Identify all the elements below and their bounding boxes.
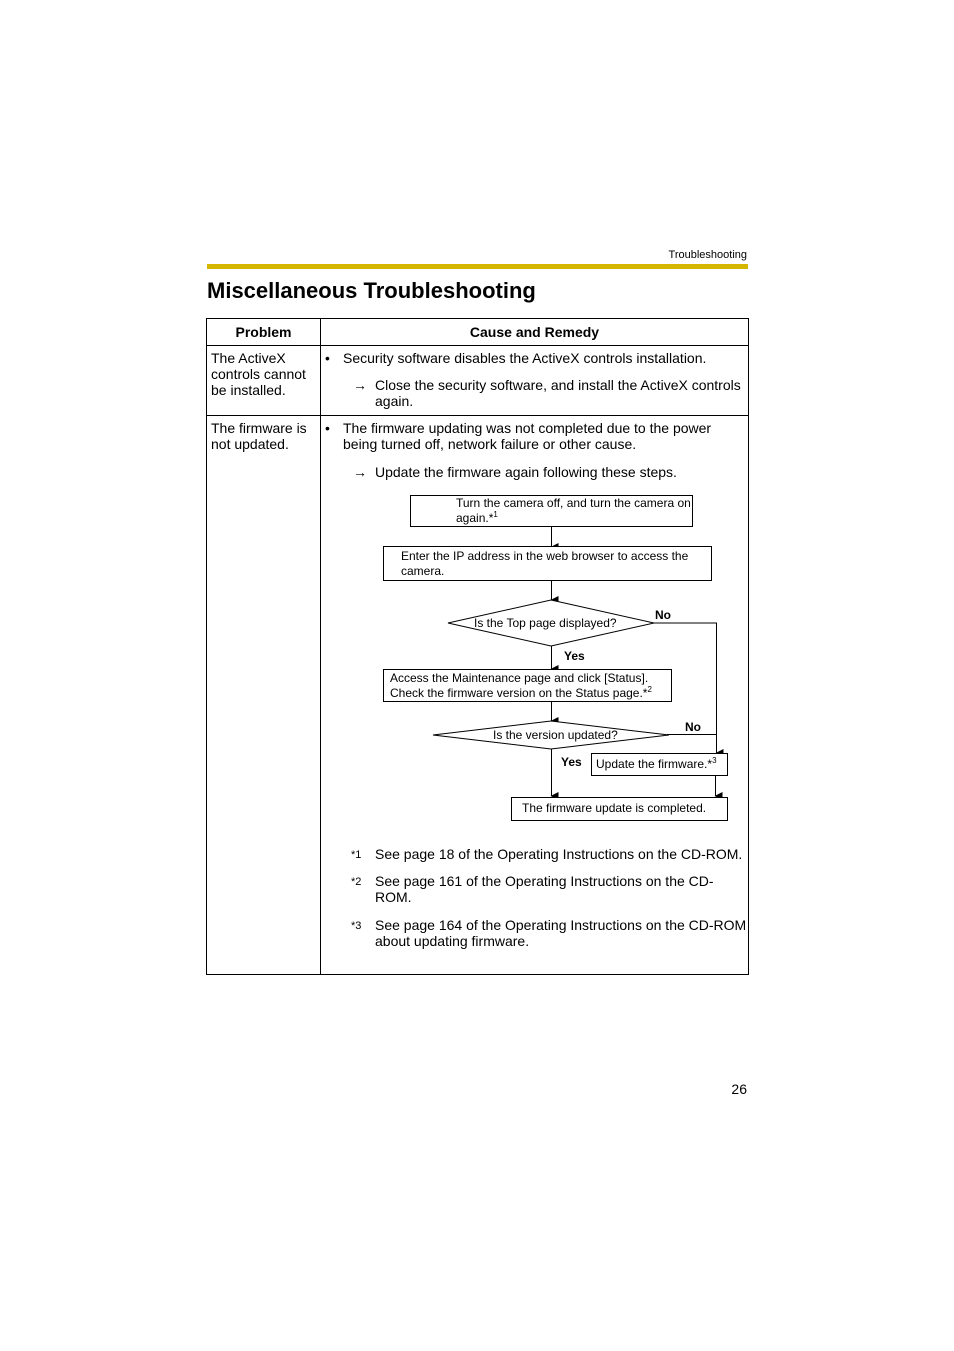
firmware-flowchart [321, 480, 748, 846]
problem-text: The firmware is not updated. [211, 420, 307, 452]
footnote-item [321, 846, 748, 862]
arrow-right-icon: → [353, 464, 367, 480]
step-text: Turn the camera off, and turn the camera on again.* [456, 496, 691, 525]
problem-text: The ActiveX controls cannot be installed. [211, 350, 306, 398]
column-header-cause: Cause and Remedy [321, 319, 749, 346]
decision1-yes-label: Yes [564, 649, 585, 663]
footnote-ref: 1 [493, 510, 498, 519]
decision2-no-label: No [685, 720, 701, 734]
table-header-row [207, 319, 749, 346]
step-text: Check the firmware version on the Status page.* [390, 686, 648, 700]
page-number: 26 [731, 1081, 747, 1097]
cause-item [321, 420, 748, 452]
arrow-right-icon: → [353, 377, 367, 393]
cause-text: The firmware updating was not completed due to the power being turned off, network failure or other cause. [343, 420, 712, 452]
problem-cell [207, 346, 321, 416]
footnote-mark: *2 [351, 876, 362, 888]
step-restart-camera [410, 495, 693, 527]
remedy-text: Close the security software, and install the ActiveX controls again. [375, 377, 741, 409]
footnote-item [321, 873, 748, 905]
step-check-version [383, 669, 672, 702]
footnote-ref: 2 [647, 685, 652, 694]
step-text: Access the Maintenance page and click [Status]. [390, 671, 649, 685]
remedy-text: Update the firmware again following these steps. [375, 464, 677, 480]
remedy-item [321, 377, 748, 409]
footnote-text: See page 161 of the Operating Instructions on the CD-ROM. [375, 873, 714, 905]
page-title: Miscellaneous Troubleshooting [207, 278, 536, 303]
decision-top-page: Is the Top page displayed? [474, 616, 617, 630]
column-header-problem: Problem [207, 319, 321, 346]
step-update-firmware [591, 753, 728, 776]
decision-version-updated: Is the version updated? [493, 728, 618, 742]
cause-cell [321, 346, 749, 416]
cause-text: Security software disables the ActiveX controls installation. [343, 350, 707, 366]
bullet-icon: • [325, 420, 330, 436]
footnote-mark: *3 [351, 920, 362, 932]
footnote-ref: 3 [712, 756, 717, 765]
bullet-icon: • [325, 350, 330, 366]
decision2-yes-label: Yes [561, 755, 582, 769]
cause-item [321, 350, 748, 366]
footnote-item [321, 917, 748, 949]
step-update-completed [511, 797, 728, 821]
troubleshooting-table [206, 318, 749, 975]
problem-cell [207, 416, 321, 975]
decision1-no-label: No [655, 608, 671, 622]
remedy-item [321, 464, 748, 480]
table-row [207, 416, 749, 975]
flowchart-connectors [321, 480, 747, 846]
step-enter-ip [383, 546, 712, 581]
table-row [207, 346, 749, 416]
step-text: Update the firmware.* [596, 757, 713, 771]
footnote-text: See page 164 of the Operating Instructions on the CD-ROM about updating firmware. [375, 917, 747, 949]
step-text: The firmware update is completed. [522, 801, 707, 815]
footnote-mark: *1 [351, 849, 362, 861]
header-rule [207, 264, 748, 269]
step-text: Enter the IP address in the web browser to access the camera. [401, 549, 689, 578]
section-label: Troubleshooting [668, 249, 747, 261]
cause-cell [321, 416, 749, 975]
footnote-text: See page 18 of the Operating Instructions on the CD-ROM. [375, 846, 743, 862]
